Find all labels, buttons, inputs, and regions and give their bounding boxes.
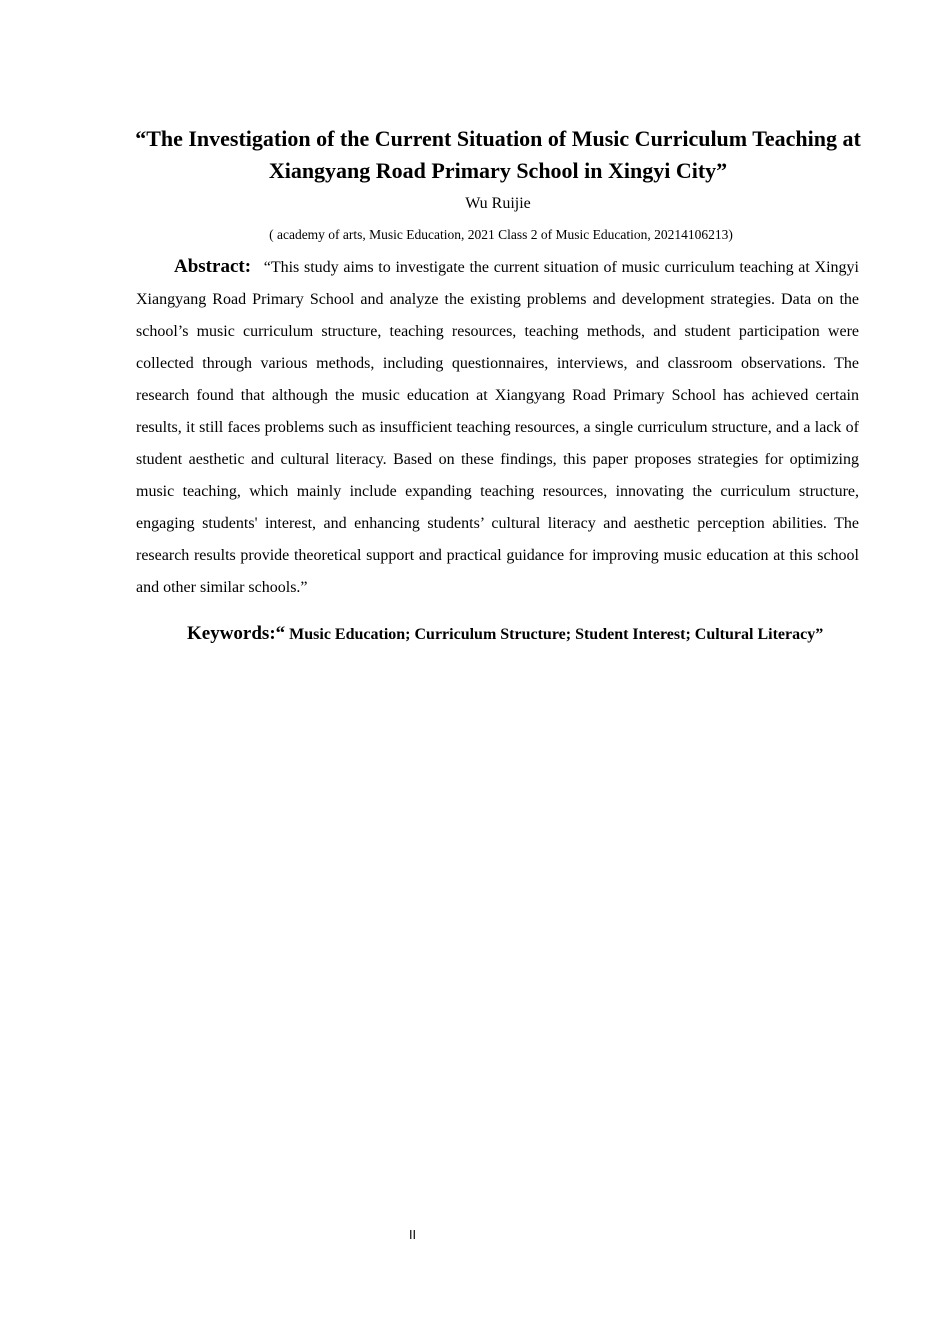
page-number: II bbox=[409, 1228, 417, 1242]
abstract-text: “This study aims to investigate the current situation of music curriculum teaching at Xingyi Xiangyang Road Primary School and analyze the existing problems and development strategies. Data on the school’s music curriculum structure, teaching resources, teaching methods, and student participation were collected through various methods, including questionnaires, interviews, and classroom observations. The research found that although the music education at Xiangyang Road Primary School has achieved certain results, it still faces problems such as insufficient teaching resources, a single curriculum structure, and a lack of student aesthetic and cultural literacy. Based on these findings, this paper proposes strategies for optimizing music teaching, which mainly include expanding teaching resources, innovating the curriculum structure, engaging students' interest, and enhancing students’ cultural literacy and aesthetic perception abilities. The research results provide theoretical support and practical guidance for improving music education at this school and other similar schools.” bbox=[136, 259, 859, 596]
keywords bbox=[187, 623, 823, 645]
abstract bbox=[136, 251, 859, 604]
keywords-text: Music Education; Curriculum Structure; Student Interest; Cultural Literacy” bbox=[285, 626, 824, 643]
author-name: Wu Ruijie bbox=[465, 195, 531, 212]
keywords-label: Keywords:“ bbox=[187, 623, 286, 644]
abstract-label: Abstract: bbox=[174, 256, 252, 277]
author-affiliation: ( academy of arts, Music Education, 2021 Class 2 of Music Education, 20214106213) bbox=[269, 227, 733, 242]
paper-title: “The Investigation of the Current Situation of Music Curriculum Teaching at Xiangyang Road Primary School in Xingyi City” bbox=[135, 126, 861, 183]
